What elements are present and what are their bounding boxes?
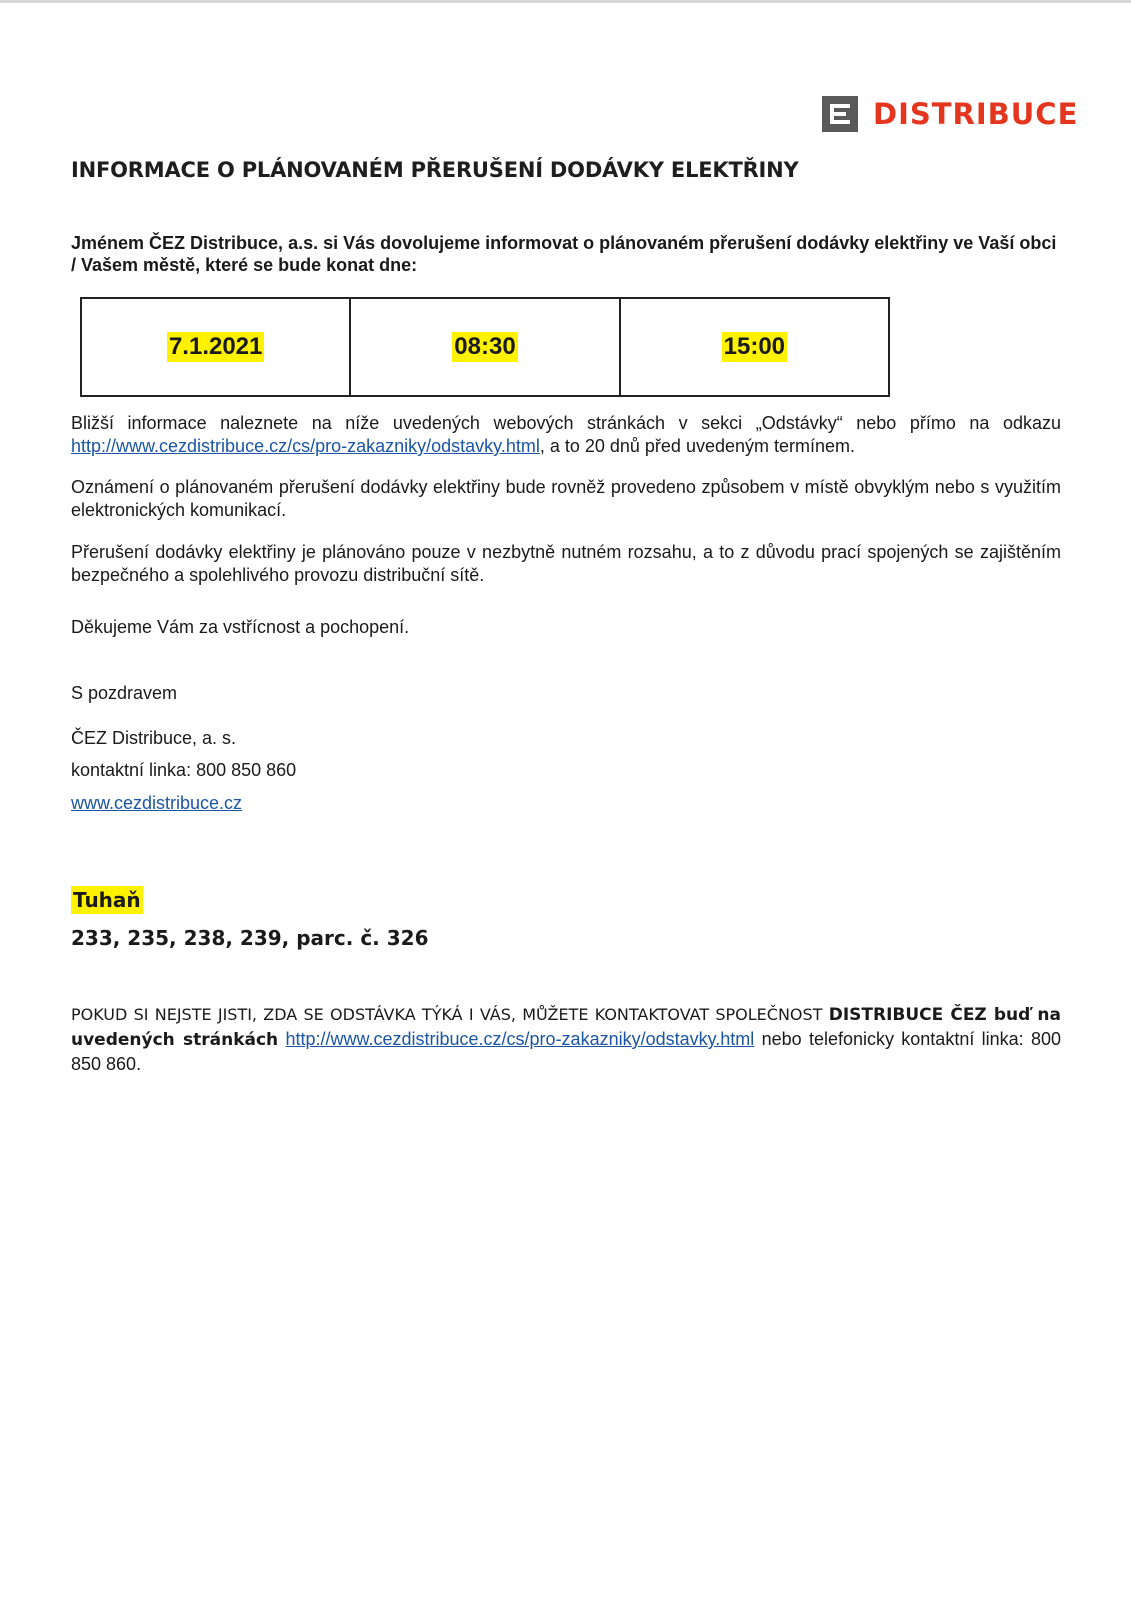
info-paragraph (71, 412, 1061, 458)
notice-text-after: nebo telefonicky kontaktní linka: 800 850 860. (71, 1029, 1061, 1074)
company-name: ČEZ Distribuce, a. s. (71, 728, 237, 748)
start-time-cell (351, 299, 620, 395)
thanks-text: Děkujeme Vám za vstřícnost a pochopení. (71, 617, 410, 637)
notice-bold-text: buď na uvedených stránkách (71, 1005, 1061, 1050)
cez-logo (822, 96, 1078, 132)
notice-company: DISTRIBUCE ČEZ (828, 1005, 987, 1025)
info-text-before: Bližší informace naleznete na níže uvedených webových stránkách v sekci „Odstávky“ nebo přímo na odkazu (71, 413, 1061, 433)
end-time-cell (621, 299, 888, 395)
intro-text: Jménem ČEZ Distribuce, a.s. si Vás dovolujeme informovat o plánovaném přerušení dodávky elektřiny ve Vaší obci / Vašem městě, které se bude konat dne: (71, 233, 1057, 275)
cez-logo-icon (822, 96, 858, 132)
notice-outages-link[interactable]: http://www.cezdistribuce.cz/cs/pro-zakazniky/odstavky.html (285, 1029, 755, 1049)
reason-paragraph: Přerušení dodávky elektřiny je plánováno pouze v nezbytně nutném rozsahu, a to z důvodu prací spojených se zajištěním bezpečného a spolehlivého provozu distribuční sítě. (71, 542, 1061, 585)
page-title: INFORMACE O PLÁNOVANÉM PŘERUŠENÍ DODÁVKY ELEKTŘINY (71, 158, 799, 182)
contact-line: kontaktní linka: 800 850 860 (71, 760, 297, 780)
scan-edge (0, 0, 1131, 3)
location-name: Tuhaň (73, 888, 141, 912)
outages-link[interactable]: http://www.cezdistribuce.cz/cs/pro-zakazniky/odstavky.html (71, 436, 540, 456)
outage-schedule-table (80, 297, 890, 397)
website-link[interactable]: www.cezdistribuce.cz (71, 793, 243, 813)
notice-caps-text: POKUD SI NEJSTE JISTI, ZDA SE ODSTÁVKA TÝKÁ I VÁS, MŮŽETE KONTAKTOVAT SPOLEČNOST (71, 1005, 829, 1024)
outage-start-time: 08:30 (454, 333, 516, 360)
outage-end-time: 15:00 (723, 333, 786, 360)
greeting-text: S pozdravem (71, 683, 178, 703)
date-cell (82, 299, 351, 395)
outage-date: 7.1.2021 (168, 333, 263, 360)
affected-addresses: 233, 235, 238, 239, parc. č. 326 (71, 926, 429, 950)
website-line (71, 792, 242, 814)
contact-notice (71, 1002, 1061, 1076)
announcement-paragraph: Oznámení o plánovaném přerušení dodávky elektřiny bude rovněž provedeno způsobem v místě obvyklým nebo s využitím elektronických komunikací. (71, 477, 1061, 520)
info-text-after: , a to 20 dnů před uvedeným termínem. (539, 436, 856, 456)
logo-text: DISTRIBUCE (873, 97, 1079, 131)
